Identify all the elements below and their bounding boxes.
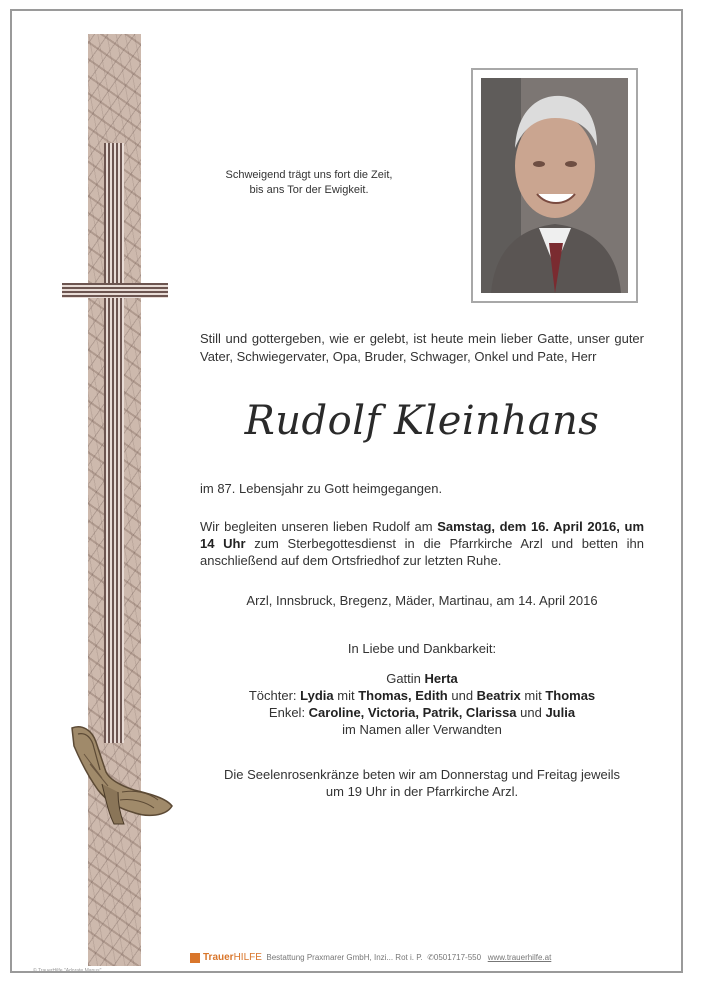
intro-text: Still und gottergeben, wie er gelebt, ist heute mein lieber Gatte, unser guter Vater, Schwiegervater, Opa, Bruder, Schwager, Onkel und Pate, Herr: [200, 331, 644, 364]
portrait-image: [481, 78, 628, 293]
deceased-name: Rudolf Kleinhans: [244, 398, 600, 444]
verse-line-1: Schweigend trägt uns fort die Zeit,: [225, 169, 393, 181]
footer-phone: 0501717-550: [433, 953, 482, 962]
footer-url[interactable]: www.trauerhilfe.at: [487, 953, 552, 962]
daughter-2-partner: Thomas: [545, 688, 596, 703]
age-line: im 87. Lebensjahr zu Gott heimgegangen.: [200, 481, 443, 496]
connector-mit-2: mit: [520, 688, 546, 703]
logo-text-a: Trauer: [203, 952, 234, 963]
wife-label: Gattin: [386, 671, 425, 686]
grandchildren-names: Caroline, Victoria, Patrik, Clarissa: [308, 705, 517, 720]
family-relatives-line: im Namen aller Verwandten: [342, 722, 502, 737]
family-list: [200, 670, 644, 738]
cross-vertical-beam: [104, 143, 124, 743]
connector-und-2: und: [516, 705, 546, 720]
daughter-1: Lydia: [300, 688, 334, 703]
funeral-time: um 14 Uhr: [200, 519, 644, 551]
logo-text-b: HILFE: [233, 952, 262, 963]
in-love-heading: In Liebe und Dankbarkeit:: [347, 641, 497, 656]
funeral-date: Samstag, dem 16. April 2016,: [437, 519, 620, 534]
daughter-2: Beatrix: [476, 688, 521, 703]
family-daughters-line: [200, 687, 644, 704]
funeral-text-1: Wir begleiten unseren lieben Rudolf am: [200, 519, 438, 534]
wife-name: Herta: [424, 671, 458, 686]
copyright-note: © TrauerHilfe "Adorate Manus": [33, 968, 102, 974]
rosary-line-1: Die Seelenrosenkränze beten wir am Donnerstag und Freitag jeweils: [224, 767, 620, 782]
portrait-photo: [481, 78, 628, 293]
trauerhilfe-logo-icon: [190, 953, 200, 963]
rosary-note: [200, 766, 644, 800]
rosary-line-2: um 19 Uhr in der Pfarrkirche Arzl.: [325, 784, 519, 799]
praying-hands-icon: [62, 720, 174, 830]
grandchild-last: Julia: [545, 705, 576, 720]
grandchildren-label: Enkel:: [268, 705, 309, 720]
verse-line-2: bis ans Tor der Ewigkeit.: [249, 184, 369, 196]
family-wife-line: [200, 670, 644, 687]
funeral-text-2: zum Sterbegottesdienst in die Pfarrkirche Arzl und betten ihn anschließend auf dem Ortsfriedhof zur letzten Ruhe.: [200, 536, 645, 568]
connector-mit-1: mit: [333, 688, 359, 703]
footer: [190, 952, 551, 966]
cross-horizontal-beam: [62, 283, 168, 298]
memorial-verse: [200, 168, 418, 198]
footer-company: Bestattung Praxmarer GmbH, Inzi... Rot i. P.: [266, 953, 423, 962]
family-grandchildren-line: [200, 704, 644, 721]
daughter-1-partner: Thomas, Edith: [358, 688, 448, 703]
portrait-frame: [471, 68, 638, 303]
funeral-details: [200, 518, 644, 569]
daughters-label: Töchter:: [248, 688, 301, 703]
connector-und-1: und: [447, 688, 477, 703]
phone-icon: ✆: [427, 953, 434, 962]
place-date: Arzl, Innsbruck, Bregenz, Mäder, Martinau, am 14. April 2016: [246, 593, 598, 608]
